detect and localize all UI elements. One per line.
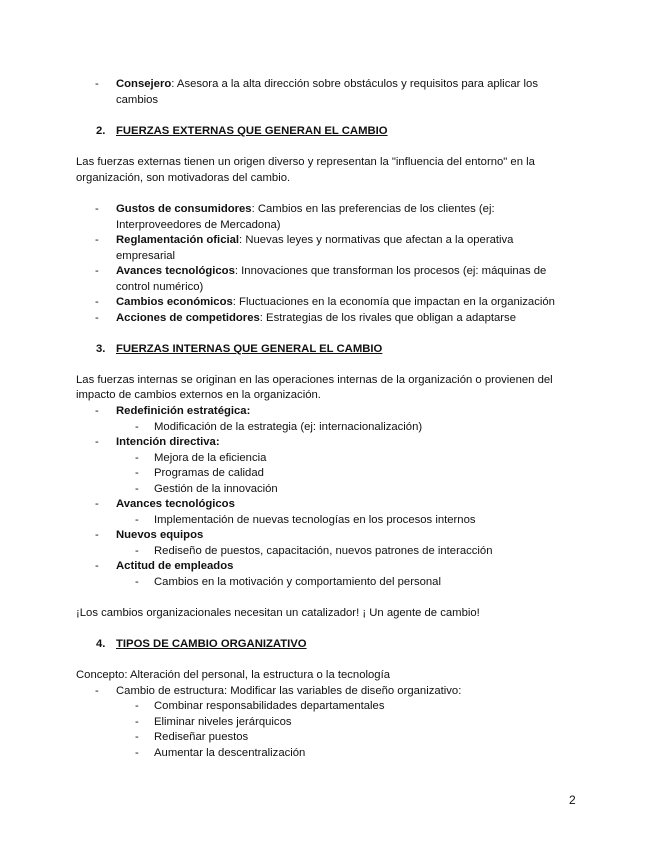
section2-intro-line1: Las fuerzas externas tienen un origen diverso y representan la "influencia del entorno" en la xyxy=(76,156,535,168)
list-item-cont: Interproveedores de Mercadona) xyxy=(116,219,281,231)
list-item xyxy=(116,264,546,280)
sub-list-item: Cambios en la motivación y comportamiento del personal xyxy=(154,576,441,588)
group-label: Actitud de empleados xyxy=(116,560,234,572)
list-item xyxy=(116,233,513,249)
sub-bullet-dash: - xyxy=(135,700,139,712)
sub-bullet-dash: - xyxy=(135,483,139,495)
section4-concept: Concepto: Alteración del personal, la estructura o la tecnología xyxy=(76,669,390,681)
item-term: Avances tecnológicos xyxy=(116,265,235,277)
group-label: Redefinición estratégica: xyxy=(116,405,251,417)
group-label: Nuevos equipos xyxy=(116,529,204,541)
section4-title: TIPOS DE CAMBIO ORGANIZATIVO xyxy=(116,638,307,650)
section2-title: FUERZAS EXTERNAS QUE GENERAN EL CAMBIO xyxy=(116,125,388,137)
item-text: : Fluctuaciones en la economía que impactan en la organización xyxy=(232,296,555,308)
bullet-dash: - xyxy=(95,78,99,90)
sub-bullet-dash: - xyxy=(135,747,139,759)
list-item-cont: control numérico) xyxy=(116,281,204,293)
sub-list-item: Modificación de la estrategia (ej: internacionalización) xyxy=(154,421,423,433)
item-text: : Nuevas leyes y normativas que afectan a la operativa xyxy=(239,234,514,246)
sub-list-item: Gestión de la innovación xyxy=(154,483,278,495)
sub-list-item: Rediseño de puestos, capacitación, nuevos patrones de interacción xyxy=(154,545,493,557)
list-item-cont: empresarial xyxy=(116,250,176,262)
sub-bullet-dash: - xyxy=(135,545,139,557)
sub-bullet-dash: - xyxy=(135,514,139,526)
list-item xyxy=(116,202,495,218)
bullet-dash: - xyxy=(95,685,99,697)
group-label: Intención directiva: xyxy=(116,436,220,448)
section2-number: 2. xyxy=(96,125,106,137)
bullet-dash: - xyxy=(95,265,99,277)
item-term: Cambios económicos xyxy=(116,296,233,308)
bullet-dash: - xyxy=(95,529,99,541)
bullet-dash: - xyxy=(95,296,99,308)
section3-intro-line1: Las fuerzas internas se originan en las operaciones internas de la organización o provienen del xyxy=(76,374,553,386)
sub-bullet-dash: - xyxy=(135,467,139,479)
sub-list-item: Mejora de la eficiencia xyxy=(154,452,267,464)
list-item xyxy=(116,311,516,327)
sub-bullet-dash: - xyxy=(135,716,139,728)
consejero-term: Consejero xyxy=(116,78,172,90)
section3-number: 3. xyxy=(96,343,106,355)
list-item xyxy=(116,295,555,311)
bullet-dash: - xyxy=(95,560,99,572)
sub-list-item: Implementación de nuevas tecnologías en los procesos internos xyxy=(154,514,476,526)
section2-intro-line2: organización, son motivadoras del cambio. xyxy=(76,172,291,184)
item-term: Gustos de consumidores xyxy=(116,203,252,215)
item-text: : Estrategias de los rivales que obligan a adaptarse xyxy=(259,312,516,324)
item-text: : Cambios en las preferencias de los clientes (ej: xyxy=(251,203,495,215)
consejero-text: : Asesora a la alta dirección sobre obstáculos y requisitos para aplicar los xyxy=(171,78,538,90)
sub-bullet-dash: - xyxy=(135,452,139,464)
consejero-cont: cambios xyxy=(116,94,159,106)
bullet-dash: - xyxy=(95,405,99,417)
consejero-item xyxy=(116,77,538,93)
sub-list-item: Rediseñar puestos xyxy=(154,731,249,743)
section3-title: FUERZAS INTERNAS QUE GENERAL EL CAMBIO xyxy=(116,343,383,355)
item-term: Reglamentación oficial xyxy=(116,234,240,246)
group-label: Avances tecnológicos xyxy=(116,498,235,510)
sub-list-item: Eliminar niveles jerárquicos xyxy=(154,716,292,728)
section3-intro-line2: impacto de cambios externos en la organización. xyxy=(76,389,321,401)
item-term: Acciones de competidores xyxy=(116,312,260,324)
sub-list-item: Programas de calidad xyxy=(154,467,264,479)
bullet-dash: - xyxy=(95,498,99,510)
sub-bullet-dash: - xyxy=(135,421,139,433)
sub-bullet-dash: - xyxy=(135,576,139,588)
bullet-dash: - xyxy=(95,234,99,246)
page-number: 2 xyxy=(569,793,576,807)
item-text: : Innovaciones que transforman los procesos (ej: máquinas de xyxy=(234,265,547,277)
sub-bullet-dash: - xyxy=(135,731,139,743)
sub-list-item: Combinar responsabilidades departamentales xyxy=(154,700,385,712)
section4-item: Cambio de estructura: Modificar las variables de diseño organizativo: xyxy=(116,685,462,697)
bullet-dash: - xyxy=(95,436,99,448)
bullet-dash: - xyxy=(95,203,99,215)
sub-list-item: Aumentar la descentralización xyxy=(154,747,306,759)
catalyst-text: ¡Los cambios organizacionales necesitan un catalizador! ¡ Un agente de cambio! xyxy=(76,607,480,619)
section4-number: 4. xyxy=(96,638,106,650)
bullet-dash: - xyxy=(95,312,99,324)
